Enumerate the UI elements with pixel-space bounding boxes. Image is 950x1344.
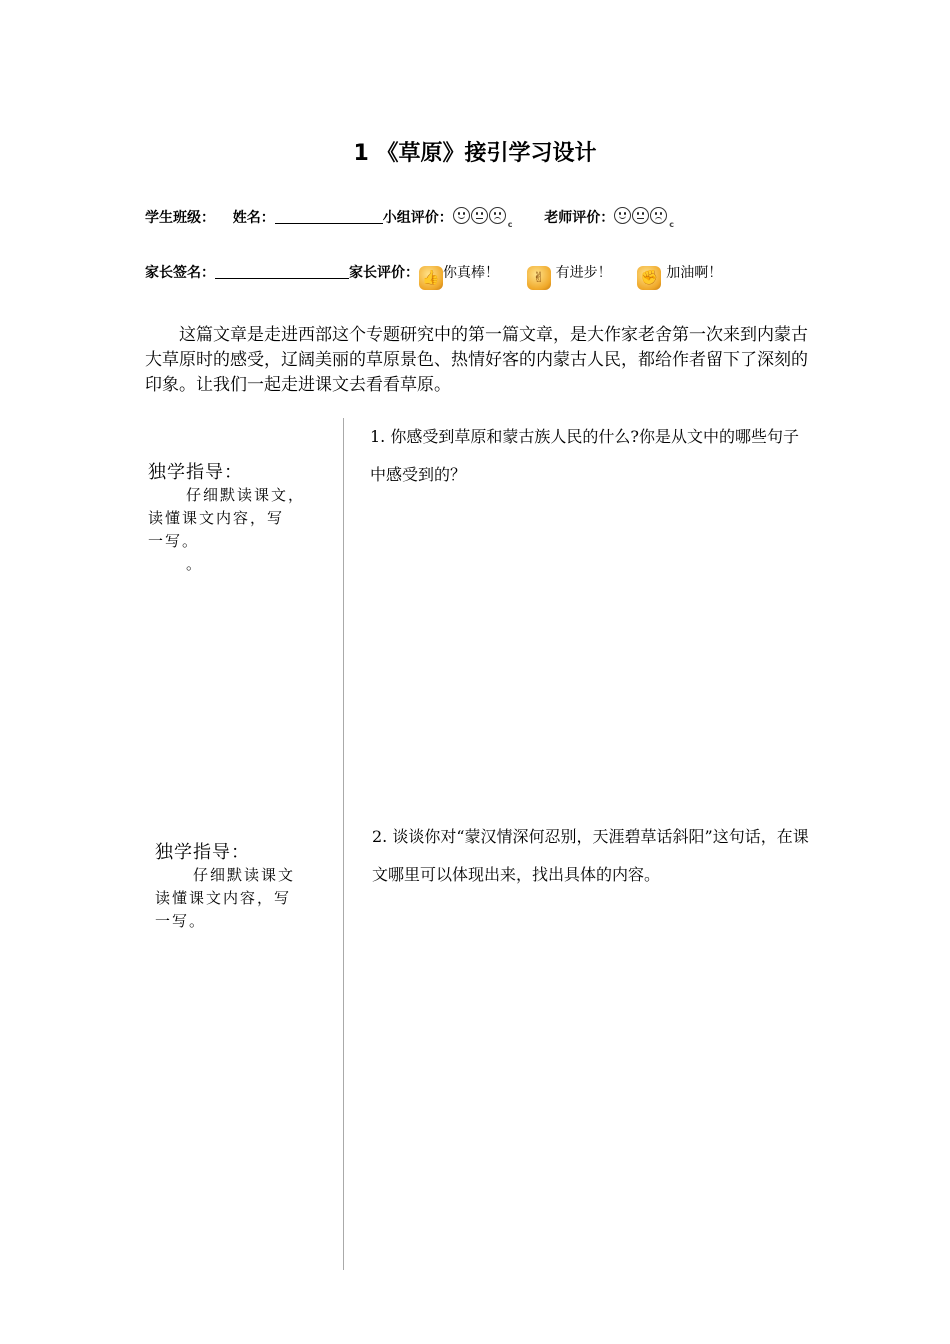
thumbs-up-icon[interactable]: 👍 (419, 266, 443, 290)
raised-fist-icon[interactable]: ✊ (637, 266, 661, 290)
parent-sign-blank[interactable] (215, 264, 349, 279)
guide-title: 独学指导： (155, 842, 250, 863)
neutral-face-icon[interactable] (632, 207, 649, 224)
group-eval-label: 小组评价： (382, 210, 453, 226)
guide-line: 仔细默读课文 (193, 866, 296, 884)
class-label: 学生班级： (145, 210, 215, 226)
victory-hand-icon[interactable]: ✌ (527, 266, 551, 290)
smile-face-icon[interactable] (453, 207, 470, 224)
question-text: 你感受到草原和蒙古族人民的什么?你是从文中的哪些句子中感受到的？ (370, 427, 799, 484)
guide-line: 。 (186, 555, 204, 573)
name-label: 姓名： (232, 210, 275, 226)
guide-title: 独学指导： (148, 462, 243, 483)
guide-text (155, 864, 335, 933)
neutral-face-icon[interactable] (471, 207, 488, 224)
question-1 (370, 418, 810, 494)
parent-eval-label: 家长评价： (349, 265, 419, 281)
name-blank[interactable] (275, 209, 383, 224)
teacher-eval-label: 老师评价： (544, 210, 615, 226)
question-number: 2. (372, 827, 388, 846)
page-title: 1 《草原》接引学习设计 (353, 141, 597, 166)
guide-text (148, 484, 333, 576)
praise-progress: 有进步！ (555, 265, 612, 281)
guide-box-2 (155, 838, 335, 933)
intro-paragraph: 这篇文章是走进西部这个专题研究中的第一篇文章，是大作家老舍第一次来到内蒙古大草原时的感受，辽阔美丽的草原景色、热情好客的内蒙古人民，都给作者留下了深刻的印象。让我们一起走进课文去看看草原。 (145, 325, 808, 395)
teacher-eval-faces[interactable]: c (614, 210, 674, 226)
column-divider (343, 418, 344, 1270)
evaluation-row (145, 207, 674, 229)
guide-line: 读懂课文内容，写 (155, 889, 292, 907)
question-text: 谈谈你对“蒙汉情深何忍别，天涯碧草话斜阳”这句话，在课文哪里可以体现出来，找出具体的内容。 (372, 827, 809, 884)
praise-great: 你真棒！ (443, 265, 499, 281)
question-2 (372, 818, 812, 894)
parent-row (145, 262, 722, 290)
sad-face-icon[interactable] (650, 207, 667, 224)
praise-keep-going: 加油啊！ (666, 265, 723, 281)
question-number: 1. (370, 427, 386, 446)
guide-box-1 (148, 458, 333, 576)
guide-line: 一写。 (155, 912, 207, 930)
smile-face-icon[interactable] (614, 207, 631, 224)
guide-line: 读懂课文内容，写 (148, 509, 285, 527)
guide-line: 仔细默读课文， (186, 486, 306, 504)
guide-line: 一写。 (148, 532, 200, 550)
sad-face-icon[interactable] (489, 207, 506, 224)
group-eval-faces[interactable]: c (453, 210, 513, 226)
parent-sign-label: 家长签名： (145, 265, 215, 281)
